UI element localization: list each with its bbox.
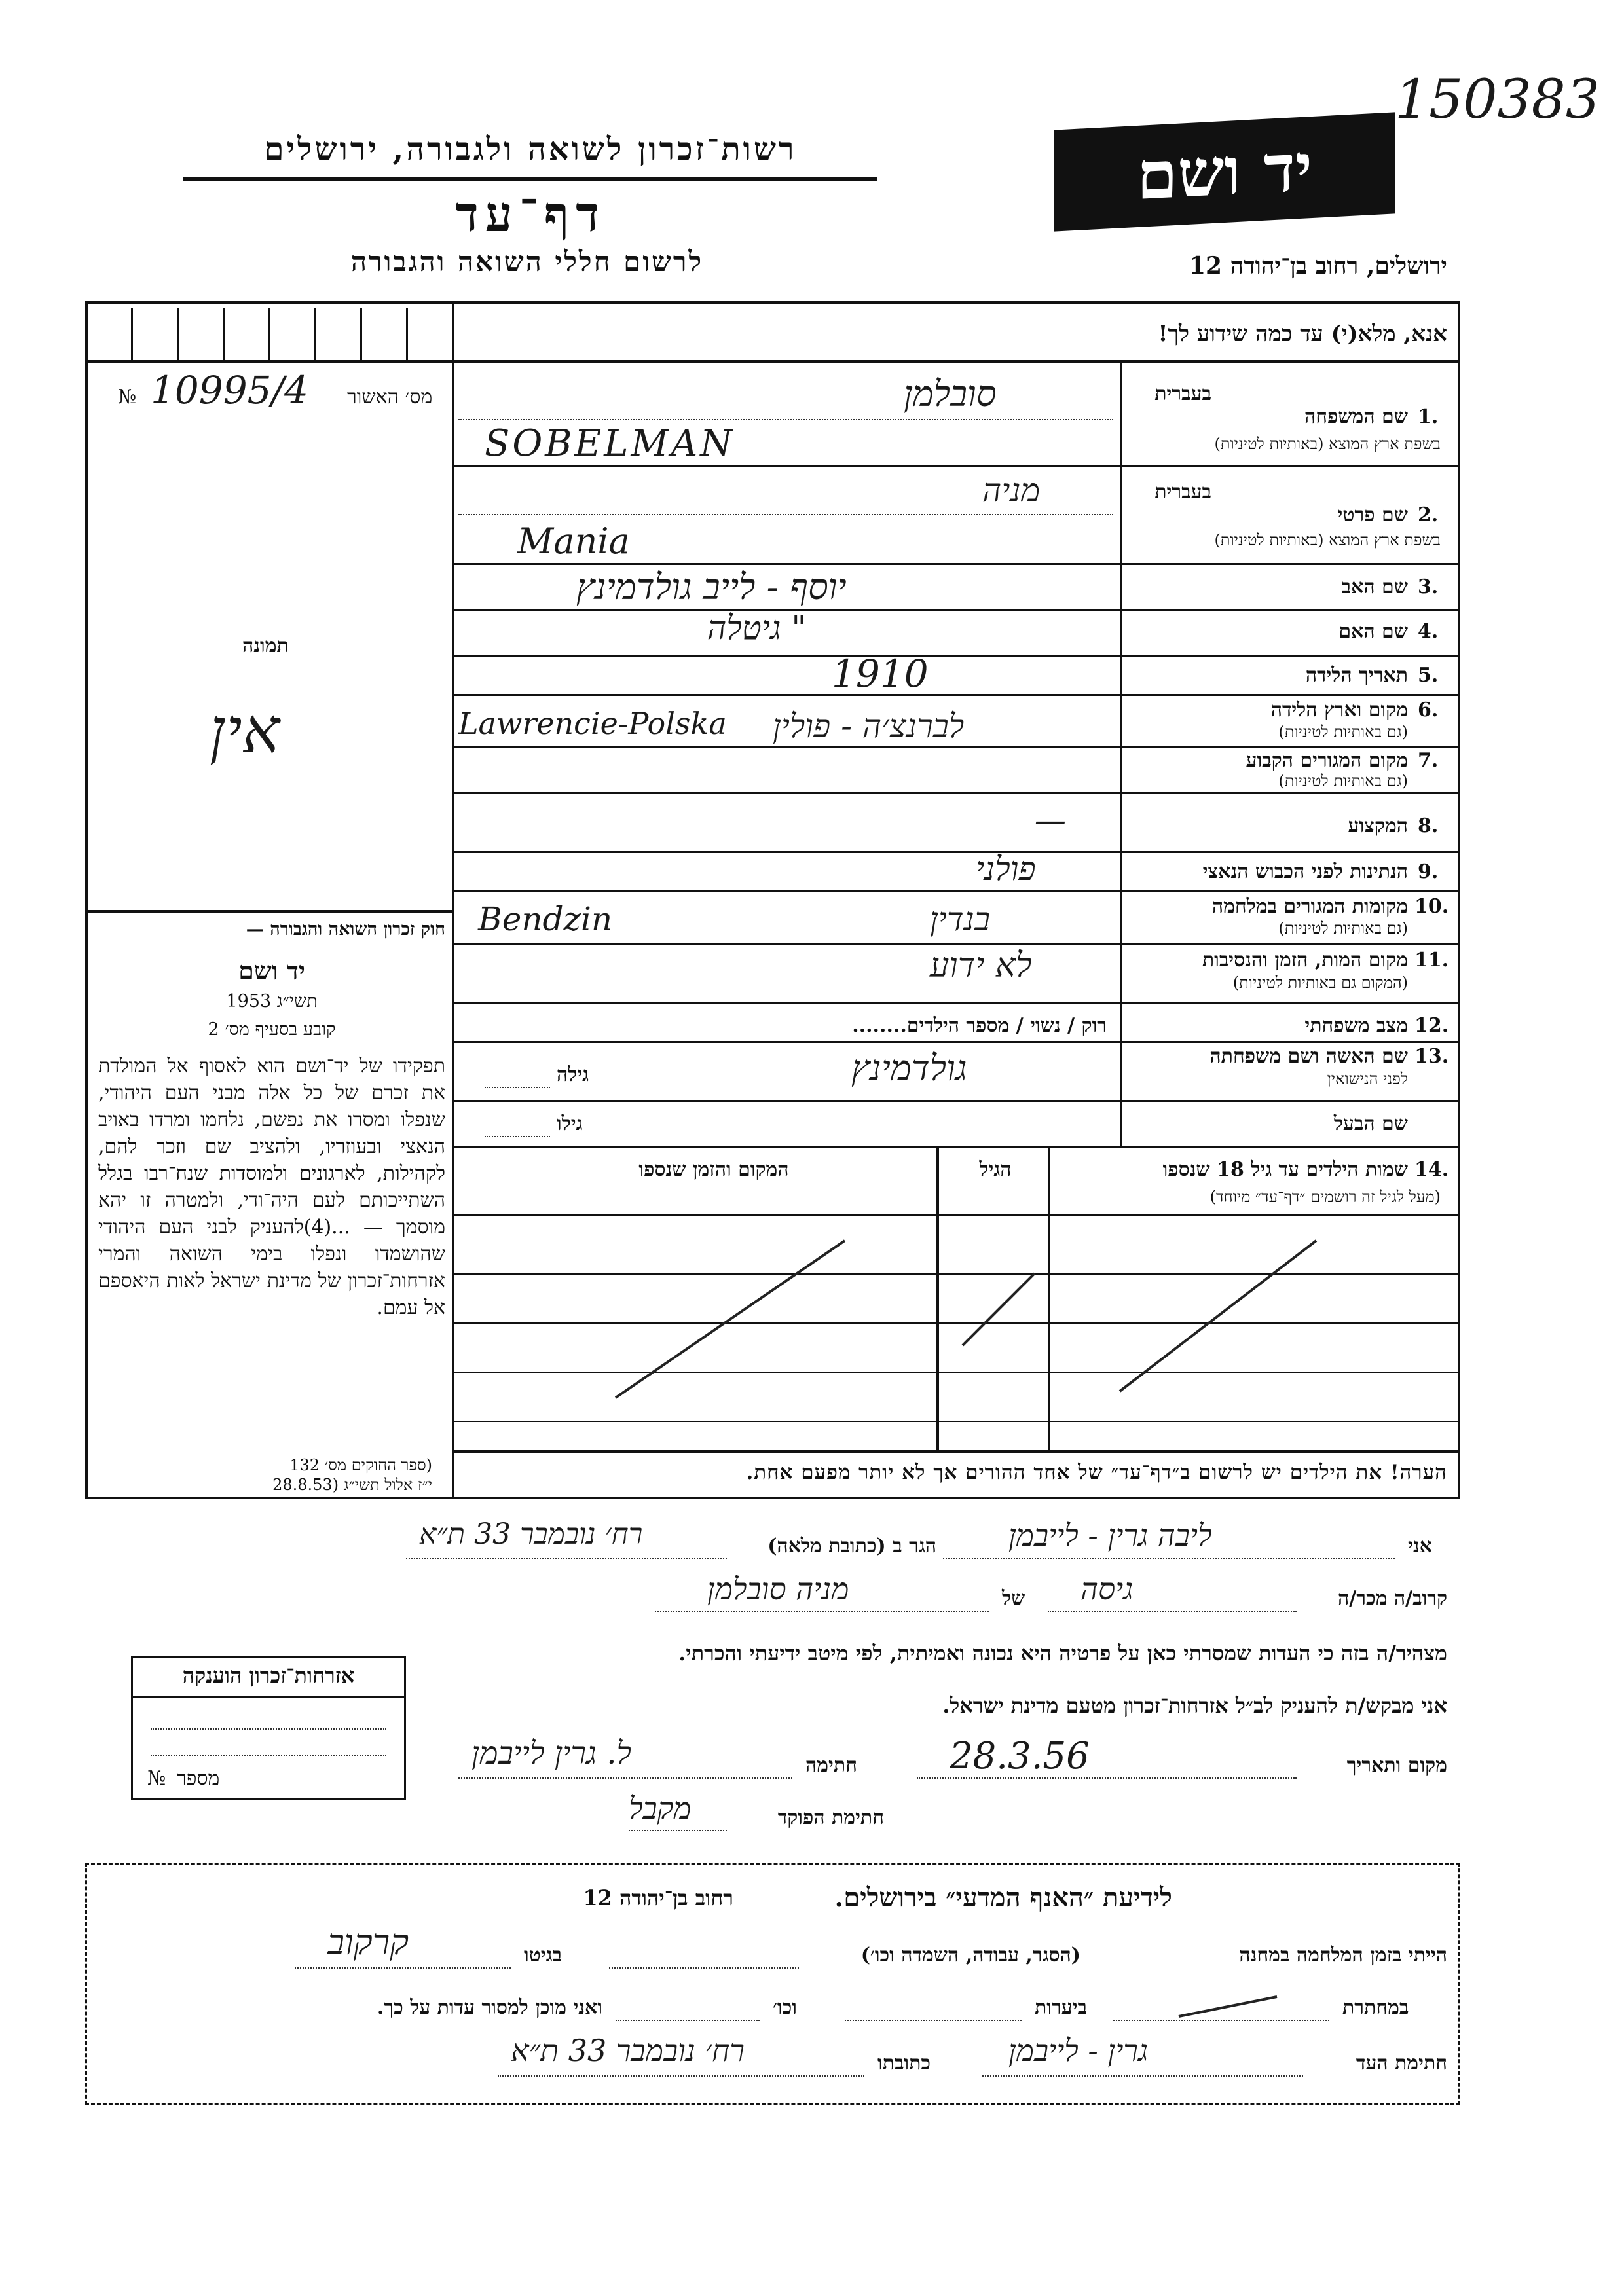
witness-address-label: כתובתו	[877, 2052, 931, 2075]
field-7-sub: (גם באותיות לטיניות)	[1278, 772, 1408, 790]
field-12-label: מצב משפחתי	[1304, 1014, 1408, 1037]
row-line	[452, 1041, 1460, 1043]
witness-signature-value: גרין - לייבמן	[1008, 2033, 1149, 2068]
law-reference-2: י״ז אלול תשי״ג (28.8.53	[272, 1476, 432, 1494]
header-address: ירושלים, רחוב בן־יהודה 12	[1189, 252, 1447, 280]
field-11-sub: (המקום גם באותיות לטיניות)	[1232, 974, 1408, 992]
field-5-label: תאריך הלידה	[1305, 664, 1408, 687]
note-text: הערה! את הילדים יש לרשום ב״דף־עד״ של אחד ההורים אך לא יותר מפעם אחת.	[746, 1461, 1447, 1484]
field-3-label: שם האב	[1341, 575, 1408, 598]
camp-line-label: הייתי בזמן המלחמה במחנה	[1239, 1944, 1447, 1967]
bottom-address: רחוב בן־יהודה 12	[583, 1886, 733, 1910]
of-label: של	[1002, 1587, 1025, 1610]
officer-signature-value: מקבל	[629, 1791, 692, 1826]
first-name-latin-value: Mania	[517, 520, 630, 562]
field-2-num: 2.	[1418, 503, 1439, 526]
place-date-dotted	[917, 1777, 1297, 1779]
photo-value: אין	[210, 694, 280, 767]
approval-label: מס׳ האשור	[347, 386, 433, 409]
occupation-value: —	[1035, 802, 1066, 839]
witness-addr-dotted	[498, 2075, 864, 2077]
row-line	[452, 746, 1460, 748]
declaration-statement: מצהיר/ה בזה כי העדות שמסרתי כאן על פרטיה היא נכונה ואמיתית, לפי מיטב ידיעתי והכרתי.	[678, 1641, 1447, 1666]
field-6-label: מקום וארץ הלידה	[1270, 699, 1408, 721]
authority-underline	[183, 177, 877, 181]
children-label: שמות הילדים עד גיל 18 שנספו	[1162, 1158, 1408, 1181]
row-line	[452, 609, 1460, 611]
witness-signature-label: חתימת העד	[1356, 2052, 1447, 2075]
children-strike-marks	[452, 1214, 1460, 1450]
field-3-num: 3.	[1418, 575, 1439, 598]
wartime-residence-latin-value: Bendzin	[478, 900, 613, 938]
mother-name-value: " גיטלה	[707, 609, 807, 647]
field-10-num: 10.	[1414, 895, 1449, 918]
children-num: 14.	[1414, 1158, 1449, 1181]
of-value: מניה סובלמן	[707, 1571, 849, 1607]
husband-label: שם הבעל	[1333, 1112, 1408, 1135]
row-line	[452, 1002, 1460, 1004]
approval-prefix: №	[118, 386, 137, 409]
citizenship-number-prefix: №	[147, 1767, 166, 1790]
signature-label: חתימה	[805, 1754, 857, 1777]
ghetto-value: קרקוב	[327, 1922, 409, 1963]
declarant-address-value: רח׳ נובמבר 33 ת״א	[419, 1518, 643, 1551]
row-line	[452, 655, 1460, 657]
row-line	[452, 890, 1460, 892]
field-1-num: 1.	[1418, 405, 1439, 428]
ghetto-dotted	[295, 1967, 511, 1969]
row-line	[452, 792, 1460, 794]
row-line	[452, 694, 1460, 696]
children-col-place: המקום והזמן שנספו	[638, 1158, 789, 1181]
field-7-num: 7.	[1418, 749, 1439, 772]
field-6-num: 6.	[1418, 699, 1439, 721]
row-line	[452, 465, 1460, 467]
camp-dotted	[609, 1967, 799, 1969]
witness-address-value: רח׳ נובמבר 33 ת״א	[511, 2033, 745, 2068]
law-text: תפקידו של יד־ושם הוא לאסוף אל המולדת את זכרם של כל אלה מבני העם היהודי, שנפלו ומסרו את נפשם, נלחמו ומרדו באויב הנאצי ובעוזריו, ולהציב שם וזכר להם, לקהילות, לארגונים ולמוסדות שנח־רבו בגלל השתייכותם לעם היה־ודי, ולמטרה זו יהא מוסמך — ...(4)להעניק לבני העם היהודי שהושמדו ונפלו בימי השואה והמרי אזרחות־זכרון של מדינת ישראל לאות היאספם אל עמם.	[98, 1055, 446, 1319]
signature-dotted	[458, 1777, 792, 1779]
field-10-sub: (גם באותיות לטיניות)	[1278, 919, 1408, 938]
children-sub: (מעל לגיל זה רושמים ״דף־עד״ מיוחד)	[1209, 1188, 1441, 1206]
wartime-residence-hebrew-value: בנדין	[930, 900, 991, 938]
row-line	[452, 1100, 1460, 1102]
first-name-hebrew-value: מניה	[982, 471, 1041, 509]
field-9-label: הנתינות לפני הכבוש הנאצי	[1202, 860, 1408, 883]
bottom-title: לידיעת ״האנף המדעי״ בירושלים.	[834, 1882, 1172, 1913]
field-8-label: המקצוע	[1348, 814, 1408, 837]
box-divider	[360, 308, 362, 360]
surname-latin-value: SOBELMAN	[485, 422, 735, 465]
declaration-i-label: אני	[1408, 1535, 1432, 1558]
citizenship-box-title: אזרחות־זכרון הוענקה	[182, 1663, 355, 1688]
husband-age-dotted	[485, 1136, 550, 1137]
children-col-age: הגיל	[979, 1158, 1012, 1181]
address-dotted	[406, 1558, 727, 1559]
father-name-value: יוסף - לייב גולדמינץ	[576, 566, 847, 608]
bottom-strike-marks	[1113, 1984, 1624, 2023]
etc-label: וכו׳	[773, 1996, 797, 2019]
field-dotted-line	[458, 514, 1113, 515]
citizenship-dotted	[151, 1755, 386, 1756]
relative-label: קרוב/ה מכר/ה	[1338, 1587, 1447, 1610]
nationality-value: פולני	[976, 850, 1036, 888]
field-1-sub: בשפת ארץ המוצא (באותיות לטיניות)	[1214, 435, 1441, 453]
relation-value: גיסה	[1080, 1571, 1134, 1607]
row-line	[452, 563, 1460, 565]
field-2-label: שם פרטי	[1337, 503, 1408, 526]
law-logo: יד ושם	[238, 956, 305, 985]
box-divider	[268, 308, 270, 360]
forests-label: ביערות	[1035, 1996, 1088, 2019]
intro-underline	[452, 360, 1460, 363]
husband-age-label: גילו	[557, 1112, 583, 1135]
field-1-label: שם המשפחה	[1304, 405, 1408, 428]
law-section: קובע בסעיף מס׳ 2	[208, 1019, 336, 1040]
field-5-num: 5.	[1418, 664, 1439, 687]
of-dotted	[655, 1611, 989, 1612]
field-12-num: 12.	[1414, 1014, 1449, 1037]
box-divider	[406, 308, 408, 360]
death-place-value: לא ידוע	[930, 946, 1032, 985]
archive-number: 150383	[1395, 69, 1600, 131]
field-9-num: 9.	[1418, 860, 1439, 883]
relation-dotted	[1048, 1611, 1297, 1612]
field-4-num: 4.	[1418, 620, 1439, 643]
signature-value: ל. גרין לייבמן	[471, 1735, 631, 1772]
officer-signature-label: חתימת הפוקד	[777, 1806, 884, 1829]
law-title: חוק זכרון השואה והגבורה —	[246, 919, 445, 939]
citizenship-number-label: מספר	[177, 1767, 220, 1790]
field-7-label: מקום המגורים הקבוע	[1246, 749, 1408, 772]
row-line	[452, 943, 1460, 945]
field-10-label: מקומות המגורים במלחמה	[1211, 895, 1408, 918]
date-value: 28.3.56	[950, 1735, 1090, 1777]
row-line	[452, 851, 1460, 853]
field-1-hebrew-tag: בעברית	[1154, 382, 1211, 405]
row-line	[452, 1146, 1460, 1148]
field-8-num: 8.	[1418, 814, 1439, 837]
ready-label: ואני מוכן למסור עדות על כך.	[377, 1996, 602, 2019]
yad-vashem-logo: יד ושם	[1054, 112, 1395, 231]
citizenship-dotted	[151, 1728, 386, 1730]
law-year: תשי״ג 1953	[226, 991, 318, 1011]
field-11-num: 11.	[1414, 949, 1449, 972]
resides-label: הגר ב (כתובת מלאה)	[767, 1535, 936, 1558]
field-2-sub: בשפת ארץ המוצא (באותיות לטיניות)	[1214, 531, 1441, 549]
field-13-sub: לפני הנישואין	[1327, 1070, 1408, 1088]
field-4-label: שם האם	[1338, 620, 1408, 643]
box-divider	[223, 308, 225, 360]
label-column-divider	[1120, 360, 1122, 1146]
declaration-request: אני מבקש/ת להעניק לב״ל אזרחות־זכרון מטעם מדינת ישראל.	[942, 1693, 1447, 1718]
etc-dotted	[616, 2020, 760, 2021]
field-dotted-line	[458, 419, 1113, 420]
place-date-label: מקום ותאריך	[1346, 1754, 1447, 1777]
underground-label: במחתרת	[1342, 1996, 1409, 2019]
declarant-name-dotted	[943, 1558, 1395, 1559]
camp-type-options: (הסגר, עבודה, השמדה וכו׳)	[860, 1944, 1080, 1967]
wife-maiden-name-value: גולדמינץ	[851, 1048, 967, 1089]
surname-hebrew-value: סובלמן	[904, 373, 997, 414]
field-2-hebrew-tag: בעברית	[1154, 481, 1211, 503]
left-top-row-line	[85, 360, 454, 363]
marital-status-options: רוק / נשוי / מספר הילדים........	[852, 1014, 1107, 1037]
birth-place-hebrew-value: לברנצ׳ה - פולין	[773, 707, 965, 745]
officer-dotted	[629, 1830, 727, 1831]
intro-instruction: אנא, מלא(י) עד כמה שידוע לך!	[1158, 321, 1447, 347]
wife-age-dotted	[485, 1087, 550, 1088]
birth-date-value: 1910	[832, 651, 929, 696]
box-divider	[314, 308, 316, 360]
photo-bottom-line	[85, 910, 454, 913]
form-subtitle: לרשום חללי השואה והגבורה	[350, 246, 704, 278]
wife-age-label: גילה	[557, 1063, 589, 1086]
declarant-name-value: ליבה גרין - לייבמן	[1008, 1518, 1212, 1553]
witness-sig-dotted	[982, 2075, 1303, 2077]
field-11-label: מקום המות, הזמן והנסיבות	[1202, 949, 1408, 972]
forests-dotted	[845, 2020, 1022, 2021]
children-table-bottom	[452, 1450, 1460, 1453]
approval-number-value: 10995/4	[151, 368, 308, 412]
form-title: דף־עד	[455, 187, 606, 243]
box-divider	[177, 308, 179, 360]
box-divider	[131, 308, 133, 360]
birth-place-latin-value: Lawrencie-Polska	[458, 706, 727, 741]
law-reference-1: (ספר החוקים מס׳ 132	[289, 1456, 432, 1474]
ghetto-label: בגיטו	[524, 1944, 563, 1967]
field-13-num: 13.	[1414, 1045, 1449, 1068]
citizenship-box-divider	[131, 1696, 406, 1698]
photo-label: תמונה	[242, 634, 289, 657]
field-6-sub: (גם באותיות לטיניות)	[1278, 723, 1408, 741]
authority-name: רשות־זכרון לשואה ולגבורה, ירושלים	[264, 131, 797, 168]
field-13-label: שם האשה ושם משפחתה	[1209, 1045, 1408, 1068]
